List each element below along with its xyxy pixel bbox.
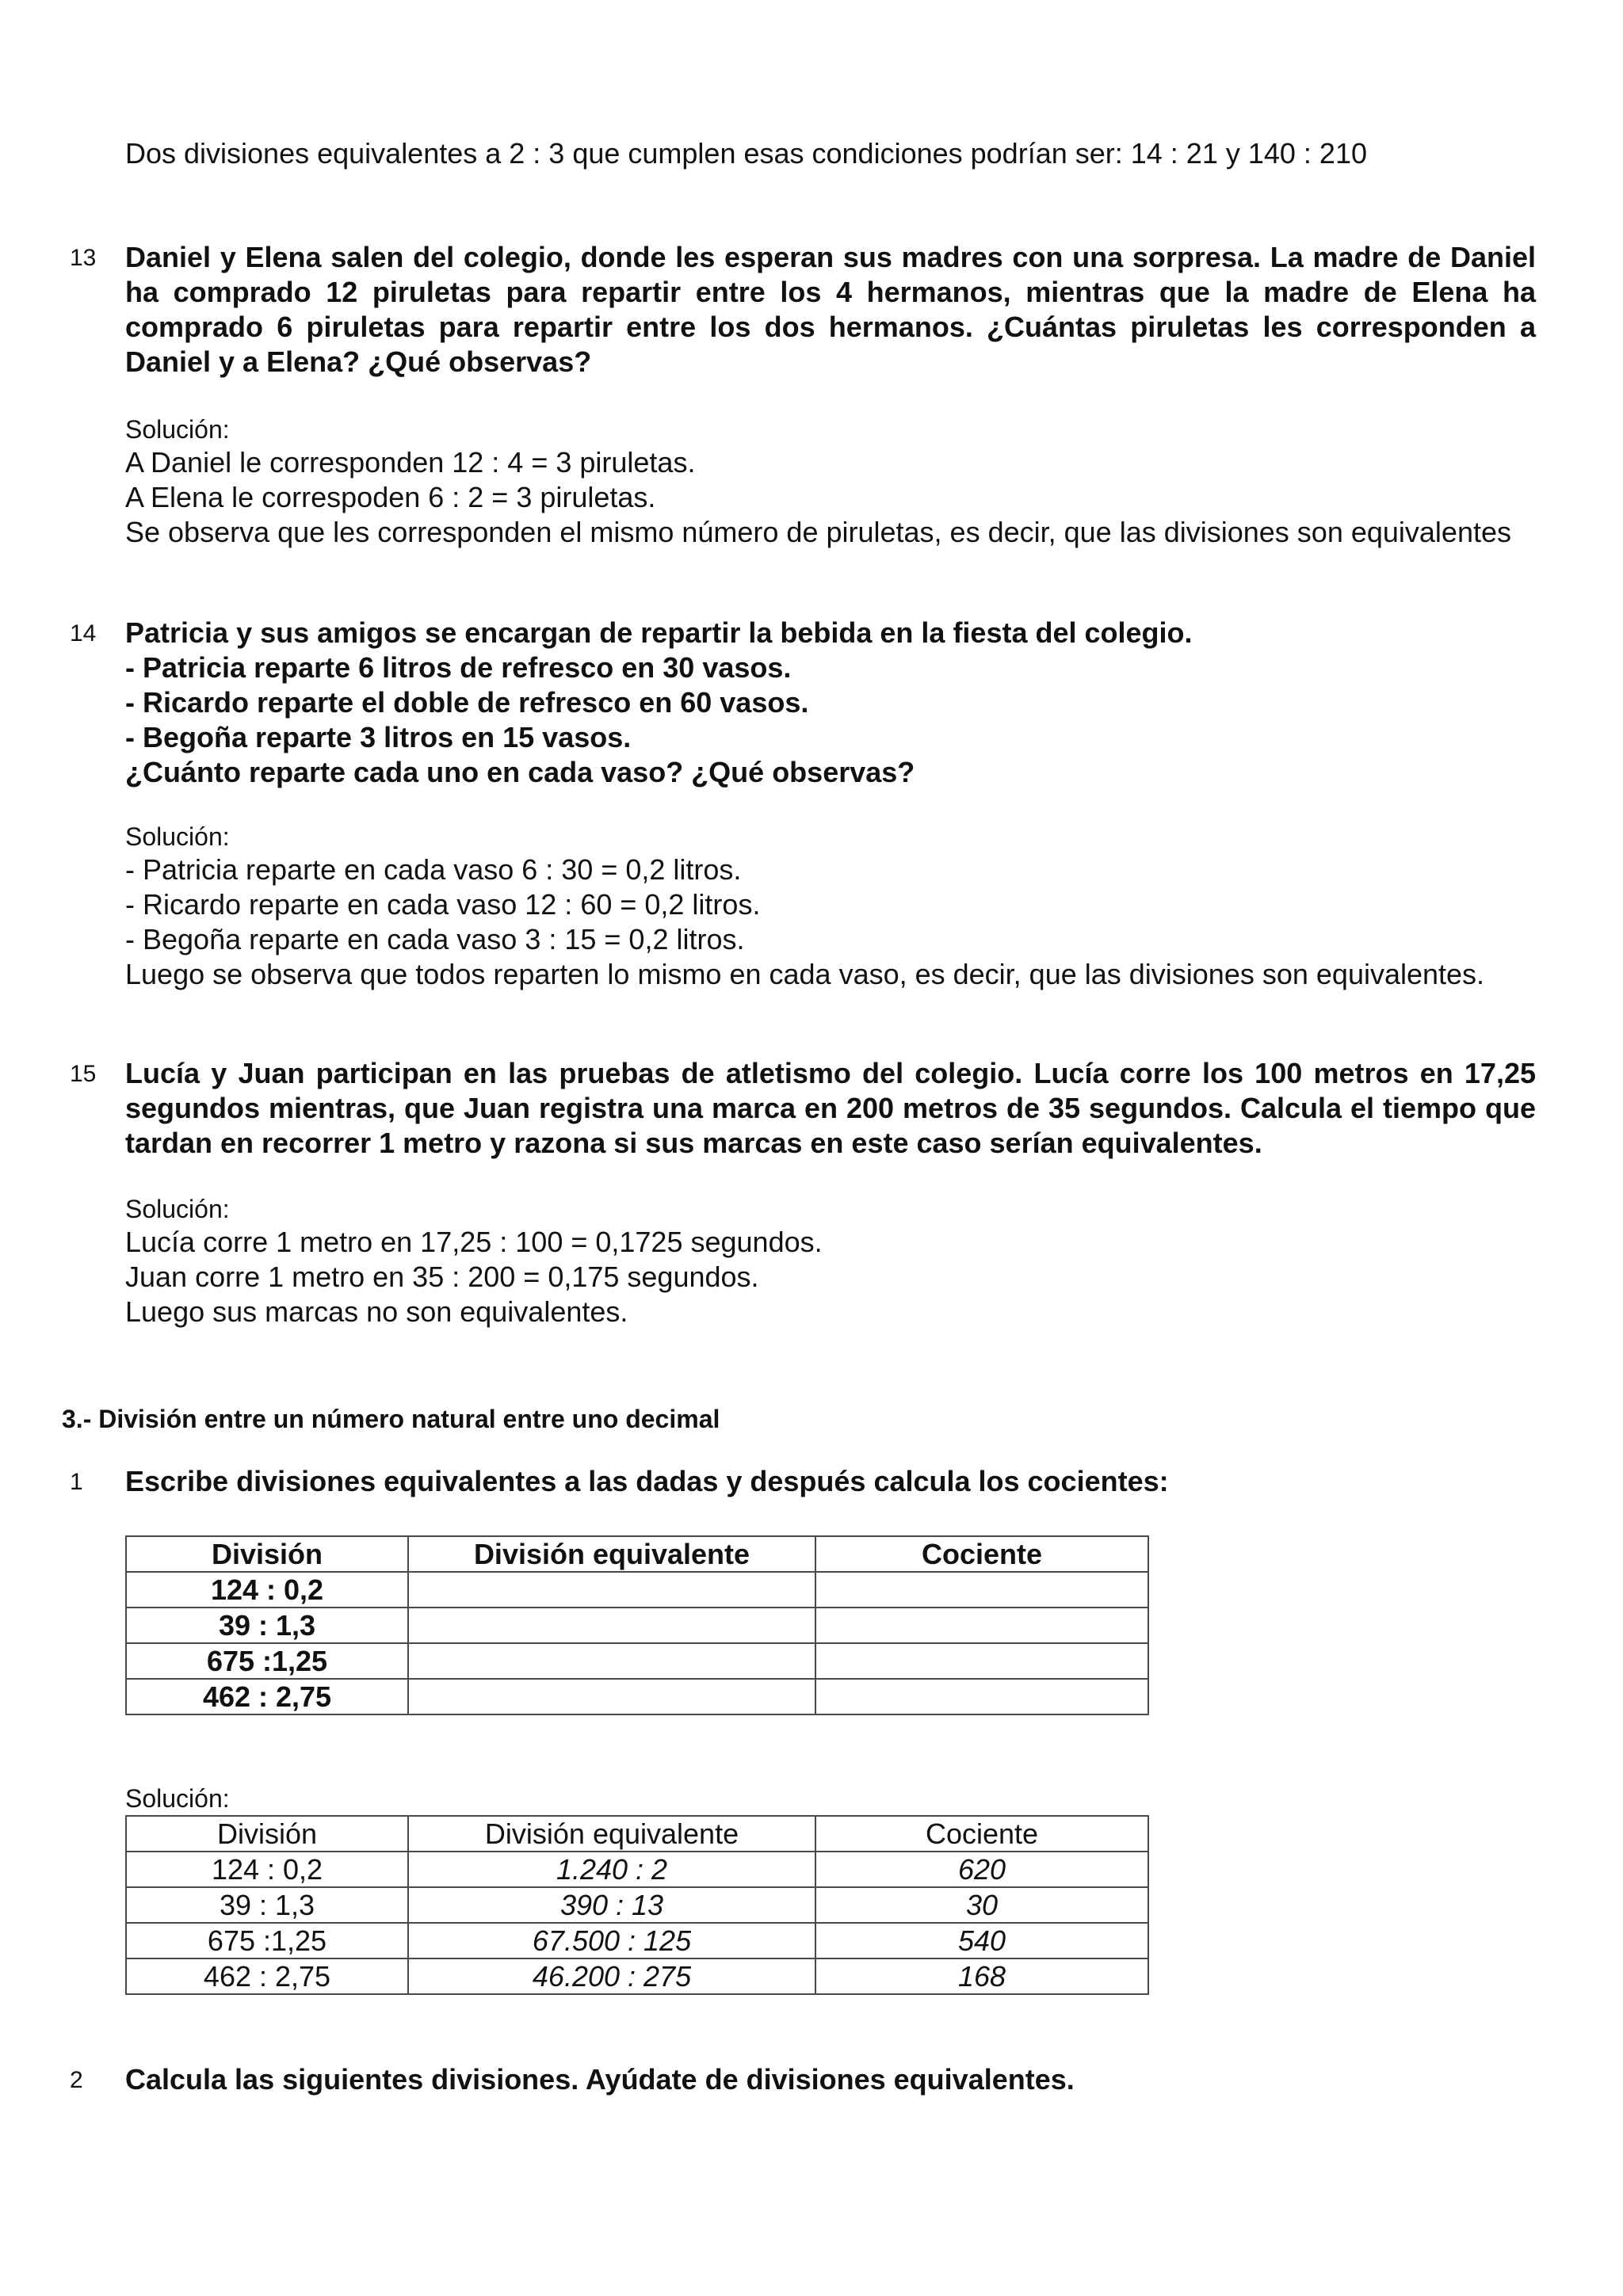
- table-cell-empty: [408, 1572, 815, 1608]
- exercise-2-statement: Calcula las siguientes divisiones. Ayúdate de divisiones equivalentes.: [125, 2063, 1075, 2096]
- table-cell: 620: [815, 1852, 1148, 1887]
- table-header-row: [126, 1816, 1148, 1852]
- table-cell-empty: [815, 1572, 1148, 1608]
- table-cell: 39 : 1,3: [126, 1608, 408, 1643]
- exercise-table: [125, 1535, 1149, 1715]
- problem-14-solution-label: Solución:: [125, 822, 230, 851]
- solution-line: Juan corre 1 metro en 35 : 200 = 0,175 segundos.: [125, 1261, 759, 1293]
- table-cell: 46.200 : 275: [408, 1958, 815, 1994]
- solution-line: A Elena le correspoden 6 : 2 = 3 piruletas.: [125, 481, 656, 513]
- table-header: División: [126, 1816, 408, 1852]
- table-header: División: [126, 1536, 408, 1572]
- table-row: [126, 1923, 1148, 1958]
- problem-13-number: 13: [70, 245, 97, 271]
- problem-15-statement: Lucía y Juan participan en las pruebas de atletismo del colegio. Lucía corre los 100 metros en 17,25 segundos mientras, que Juan registra una marca en 200 metros de 35 segundos. Calcula el tiempo que tardan en recorrer 1 metro y razona si sus marcas en este caso serían equivalentes.: [125, 1057, 1536, 1159]
- problem-14-number: 14: [70, 620, 97, 646]
- table-cell: 39 : 1,3: [126, 1887, 408, 1923]
- table-row: [126, 1608, 1148, 1643]
- problem-15-solution: [125, 1225, 1536, 1329]
- solution-line: Luego se observa que todos reparten lo mismo en cada vaso, es decir, que las divisiones son equivalentes.: [125, 958, 1485, 990]
- statement-line: Patricia y sus amigos se encargan de repartir la bebida en la fiesta del colegio.: [125, 616, 1193, 649]
- exercise-1-number: 1: [70, 1469, 83, 1495]
- exercise-2-number: 2: [70, 2067, 83, 2093]
- table-cell: 462 : 2,75: [126, 1958, 408, 1994]
- table-cell-empty: [815, 1679, 1148, 1714]
- table-cell: 124 : 0,2: [126, 1852, 408, 1887]
- solution-line: A Daniel le corresponden 12 : 4 = 3 piruletas.: [125, 446, 696, 479]
- table-cell: 67.500 : 125: [408, 1923, 815, 1958]
- problem-15-number: 15: [70, 1061, 97, 1087]
- problem-13-solution-label: Solución:: [125, 415, 230, 444]
- section-title: 3.- División entre un número natural entre uno decimal: [62, 1405, 720, 1433]
- table-header: División equivalente: [408, 1816, 815, 1852]
- table-cell: 168: [815, 1958, 1148, 1994]
- table-cell-empty: [815, 1608, 1148, 1643]
- table-cell: 124 : 0,2: [126, 1572, 408, 1608]
- table-header: Cociente: [815, 1536, 1148, 1572]
- table-cell: 30: [815, 1887, 1148, 1923]
- table-row: [126, 1887, 1148, 1923]
- problem-14-statement: [125, 616, 1536, 790]
- solution-line: - Begoña reparte en cada vaso 3 : 15 = 0,2 litros.: [125, 923, 745, 955]
- problem-13-solution: [125, 445, 1536, 550]
- solution-line: Lucía corre 1 metro en 17,25 : 100 = 0,1725 segundos.: [125, 1226, 823, 1258]
- intro-line: Dos divisiones equivalentes a 2 : 3 que cumplen esas condiciones podrían ser: 14 : 21 y 140 : 210: [125, 137, 1367, 170]
- table-cell-empty: [815, 1643, 1148, 1679]
- statement-line: - Patricia reparte 6 litros de refresco en 30 vasos.: [125, 651, 792, 684]
- statement-line: - Begoña reparte 3 litros en 15 vasos.: [125, 721, 632, 753]
- solution-line: Luego sus marcas no son equivalentes.: [125, 1295, 628, 1328]
- table-row: [126, 1958, 1148, 1994]
- table-header: División equivalente: [408, 1536, 815, 1572]
- table-cell-empty: [408, 1608, 815, 1643]
- table-cell-empty: [408, 1643, 815, 1679]
- problem-15-solution-label: Solución:: [125, 1195, 230, 1223]
- statement-line: - Ricardo reparte el doble de refresco en 60 vasos.: [125, 686, 809, 719]
- solution-line: Se observa que les corresponden el mismo número de piruletas, es decir, que las divisiones son equivalentes: [125, 516, 1511, 548]
- solution-line: - Patricia reparte en cada vaso 6 : 30 = 0,2 litros.: [125, 853, 742, 886]
- problem-14-solution: [125, 852, 1536, 992]
- table-row: [126, 1679, 1148, 1714]
- table-header-row: [126, 1536, 1148, 1572]
- solution-line: - Ricardo reparte en cada vaso 12 : 60 = 0,2 litros.: [125, 888, 761, 921]
- problem-13-statement: Daniel y Elena salen del colegio, donde les esperan sus madres con una sorpresa. La madre de Daniel ha comprado 12 piruletas para repartir entre los 4 hermanos, mientras que la madre de Elena ha comprado 6 piruletas para repartir entre los dos hermanos. ¿Cuántas piruletas les corresponden a Daniel y a Elena? ¿Qué observas?: [125, 241, 1536, 378]
- table-cell: 1.240 : 2: [408, 1852, 815, 1887]
- table-row: [126, 1643, 1148, 1679]
- table-header: Cociente: [815, 1816, 1148, 1852]
- table-cell: 675 :1,25: [126, 1923, 408, 1958]
- table-cell-empty: [408, 1679, 815, 1714]
- statement-line: ¿Cuánto reparte cada uno en cada vaso? ¿Qué observas?: [125, 756, 915, 788]
- table-row: [126, 1572, 1148, 1608]
- table-cell: 540: [815, 1923, 1148, 1958]
- exercise-1-statement: Escribe divisiones equivalentes a las dadas y después calcula los cocientes:: [125, 1465, 1169, 1497]
- table-cell: 390 : 13: [408, 1887, 815, 1923]
- table-cell: 462 : 2,75: [126, 1679, 408, 1714]
- exercise-1-solution-label: Solución:: [125, 1784, 230, 1813]
- table-row: [126, 1852, 1148, 1887]
- table-cell: 675 :1,25: [126, 1643, 408, 1679]
- solution-table: [125, 1815, 1149, 1995]
